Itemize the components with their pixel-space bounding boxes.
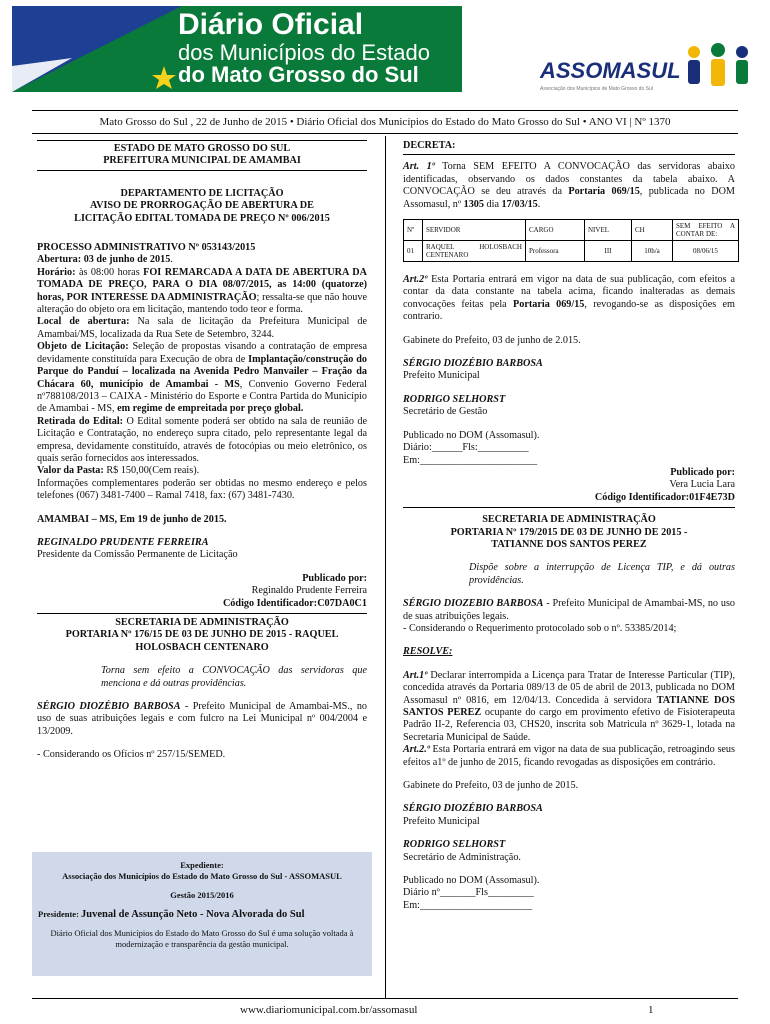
aviso-heading: AVISO DE PRORROGAÇÃO DE ABERTURA DE: [90, 200, 314, 212]
retirada-paragraph: Retirada do Edital: O Edital somente poderá ser obtido na sala de reunião de Licitação e Contratação, no endereço supra citado, pelo representante legal da empresa, devidamente constituído, através de fotocópias ou meio eletrônico, os quais serão fornecidos aos interessados.: [37, 415, 367, 464]
edition-meta: Mato Grosso do Sul , 22 de Junho de 2015 • Diário Oficial dos Municípios do Estado do Mato Grosso do Sul • ANO VI | Nº 1370: [99, 116, 671, 128]
published-dom-1: Publicado no DOM (Assomasul).: [403, 429, 540, 441]
data-local: AMAMBAI – MS, Em 19 de junho de 2015.: [37, 513, 227, 525]
signature-prefeito-2: SÉRGIO DIOZÉBIO BARBOSA: [403, 803, 543, 815]
processo-number: PROCESSO ADMINISTRATIVO Nº 053143/2015: [37, 242, 256, 254]
assomasul-tagline: Associação dos Municípios de Mato Grosso do Sul: [540, 86, 653, 92]
servidor-table: [403, 219, 739, 262]
expediente-gestao: Gestão 2015/2016: [170, 890, 234, 900]
published-by-label: Publicado por:: [670, 466, 735, 478]
abertura-line: Abertura: 03 de junho de 2015.: [37, 254, 173, 266]
em-line-2: Em:______________________: [403, 899, 533, 911]
estado-heading: ESTADO DE MATO GROSSO DO SUL: [113, 143, 291, 154]
ms-flag-emblem: [12, 6, 182, 92]
art1b-paragraph: Art.1º Declarar interrompida a Licença para Tratar de Interesse Particular (TIP), concedida através da Portaria 089/13 de 05 de abril de 2013, publicada no DOM Assomasul nº 0816, em 12/04/13. Concedida à servidora TATIANNE DOS SANTOS PEREZ ocupante do cargo em provimento efetivo de Fisioterapeuta Padrão II-2, Referencia 03, CHS20, inscrita sob Matricula nº 3629-1, lotada na Secretaria Municipal de Saúde.: [403, 669, 735, 743]
footer-url[interactable]: www.diariomunicipal.com.br/assomasul: [240, 1004, 418, 1016]
diario-fls-2: Diário nº_______Fls_________: [403, 887, 534, 899]
gabinete-date-2: Gabinete do Prefeito, 03 de junho de 2015.: [403, 780, 579, 792]
signer-role: Presidente da Comissão Permanente de Licitação: [37, 549, 238, 561]
local-paragraph: Local de abertura: Na sala de licitação da Prefeitura Municipal de Amambai/MS, localizada da Rua Sete de Setembro, 3244.: [37, 316, 367, 340]
ementa-2: Dispõe sobre a interrupção de Licença TIP, e dá outras providências.: [469, 562, 735, 586]
identifier-code: Código Identificador:01F4E73D: [594, 491, 735, 503]
identifier-code: Código Identificador:C07DA0C1: [222, 597, 367, 609]
right-column: [403, 140, 735, 912]
diario-fls-1: Diário:______Fls:__________: [403, 442, 529, 454]
assomasul-logo: ASSOMASUL: [540, 58, 681, 83]
art1-paragraph: Art. 1º Torna SEM EFEITO A CONVOCAÇÃO das servidoras abaixo identificadas, observando os dados constantes da tabela abaixo. A CONVOCAÇÃO se deu através da Portaria 069/15, publicada no DOM Assomasul, nº 1305 dia 17/03/15.: [403, 161, 735, 210]
em-line-1: Em:_______________________: [403, 454, 538, 466]
signature-secretario-role-2: Secretário de Administração.: [403, 851, 521, 863]
considerando-paragraph: - Considerando os Ofícios nº 257/15/SEMED.: [37, 749, 226, 761]
prefeitura-heading: PREFEITURA MUNICIPAL DE AMAMBAI: [103, 155, 301, 167]
ementa: Torna sem efeito a CONVOCAÇÃO das servidoras que menciona e dá outras providências.: [101, 665, 367, 689]
signature-secretario-1: RODRIGO SELHORST: [403, 393, 506, 405]
portaria-heading-2: PORTARIA Nº 179/2015 DE 03 DE JUNHO DE 2015 - TATIANNE DOS SANTOS PEREZ: [450, 526, 688, 550]
valor-paragraph: Valor da Pasta: R$ 150,00(Cem reais).: [37, 465, 200, 477]
horario-paragraph: Horário: às 08:00 horas FOI REMARCADA A DATA DE ABERTURA DA TOMADA DE PREÇO, PARA O DIA 08/07/2015, as 14:00 (quatorze) horas, POR INTERESSE DA ADMINISTRAÇÃO; ressalta-se que não houve alteração do objeto ora em licitação, mantendo todo teor e forma.: [37, 266, 367, 316]
column-divider: [385, 136, 386, 998]
page-number: 1: [648, 1004, 654, 1016]
portaria-heading: PORTARIA Nº 176/15 DE 03 DE JUNHO DE 2015 - RAQUEL HOLOSBACH CENTENARO: [65, 629, 339, 653]
signature-prefeito-role-1: Prefeito Municipal: [403, 370, 480, 382]
signature-prefeito-role-2: Prefeito Municipal: [403, 815, 480, 827]
logo-subtitle-2: do Mato Grosso do Sul: [178, 62, 419, 87]
prefeito-paragraph-2: SÉRGIO DIOZEBIO BARBOSA - Prefeito Municipal de Amambai-MS, no uso de suas atribuições legais.: [403, 598, 735, 622]
secretaria-heading: SECRETARIA DE ADMINISTRAÇÃO: [115, 617, 289, 628]
expediente-presidente: Presidente: Juvenal de Assunção Neto - Nova Alvorada do Sul: [38, 909, 305, 920]
meta-rule: [32, 133, 738, 134]
left-column: [37, 140, 367, 762]
edital-heading: LICITAÇÃO EDITAL TOMADA DE PREÇO Nº 006/2015: [74, 212, 330, 224]
published-by-name: Reginaldo Prudente Ferreira: [251, 585, 367, 597]
art2b-paragraph: Art.2.º Esta Portaria entrará em vigor na data de sua publicação, retroagindo seus efeitos a1º de junho de 2015, ficando revogadas as disposições em contrário.: [403, 744, 735, 768]
expediente-title: Expediente:: [180, 860, 224, 870]
table-header-row: Nº SERVIDOR CARGO NIVEL CH SEM EFEITO A CONTAR DE:: [404, 220, 739, 241]
signature-secretario-role-1: Secretário de Gestão: [403, 406, 488, 418]
expediente-assoc: Associação dos Municípios do Estado do Mato Grosso do Sul - ASSOMASUL: [62, 871, 342, 881]
departamento-heading: DEPARTAMENTO DE LICITAÇÃO: [120, 187, 284, 199]
gabinete-date-1: Gabinete do Prefeito, 03 de junho de 2.015.: [403, 334, 581, 346]
signature-prefeito-1: SÉRGIO DIOZÉBIO BARBOSA: [403, 358, 543, 370]
objeto-paragraph: Objeto de Licitação: Seleção de propostas visando a contratação de empresa devidamente constituída para Execução de obra de Implantação/construção do Parque do Panduí – localizada na Avenida Pedro Manvailer – Fração da Chácara 60, município de Amambai - MS, Convenio Governo Federal nº788108/2013 – CAIXA - Ministério do Esporte e Contra Partida do Município de Amambai - MS, em regime de empreitada por preço global.: [37, 341, 368, 415]
art2-paragraph: Art.2º Esta Portaria entrará em vigor na data de sua publicação, com efeitos a contar da data constante na tabela acima, ficando inalteradas as demais convocações feitas pela Portaria 069/15, revogando-se as disposições em contrario.: [403, 274, 735, 323]
signer-name: REGINALDO PRUDENTE FERREIRA: [37, 536, 209, 548]
logo-title: Diário Oficial: [178, 8, 364, 41]
header-rule: [32, 110, 738, 111]
signature-secretario-2: RODRIGO SELHORST: [403, 839, 506, 851]
info-paragraph: Informações complementares poderão ser obtidas no mesmo endereço e pelos telefones (067) 3481-7400 – Ramal 7418, fax: (67) 3481-7430.: [37, 477, 367, 502]
resolve-heading: RESOLVE:: [403, 646, 453, 658]
table-row: 01 RAQUEL HOLOSBACH CENTENARO Professora III 10h/a 08/06/15: [404, 241, 739, 262]
expediente-box: [32, 852, 372, 976]
people-icon: [680, 42, 760, 88]
footer-rule: [32, 998, 738, 999]
secretaria-heading-2: SECRETARIA DE ADMINISTRAÇÃO: [482, 514, 656, 526]
decreta-heading: DECRETA:: [403, 140, 456, 151]
published-dom-2: Publicado no DOM (Assomasul).: [403, 875, 540, 887]
logo-subtitle-1: dos Municípios do Estado: [178, 40, 430, 65]
published-by-label: Publicado por:: [302, 572, 367, 584]
considerando-paragraph-2: - Considerando o Requerimento protocolado sob o nº. 53385/2014;: [403, 622, 677, 634]
expediente-description: Diário Oficial dos Municípios do Estado do Mato Grosso do Sul é uma solução voltada à modernização e transparência da gestão municipal.: [50, 928, 354, 949]
published-by-name: Vera Lucia Lara: [669, 479, 735, 491]
prefeito-paragraph: SÉRGIO DIOZÉBIO BARBOSA - Prefeito Municipal de Amambai-MS., no uso de suas atribuições legais e com fulcro na Lei Municipal nº 004/2004 e 13/2009.: [37, 701, 368, 737]
page-header: [0, 0, 770, 108]
